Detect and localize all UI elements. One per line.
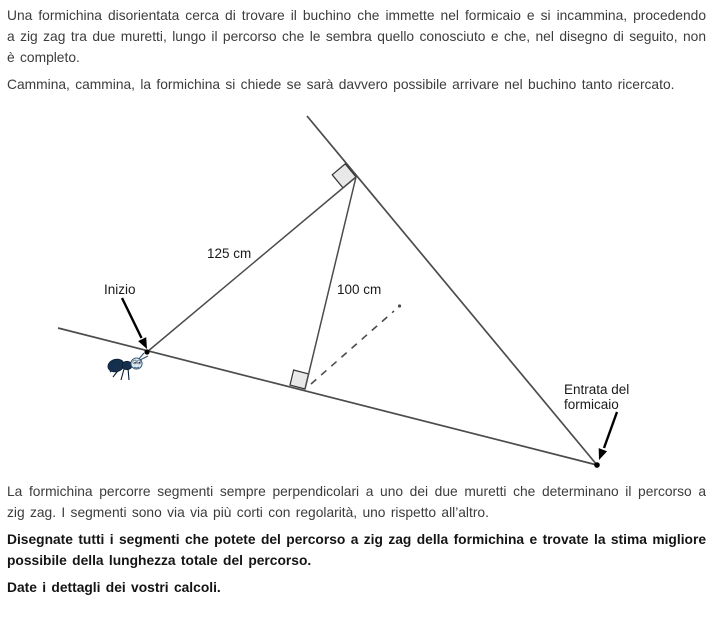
segment-125cm-label: 125 cm [207, 246, 252, 261]
body-paragraph: La formichina percorre segmenti sempre perpendicolari a uno dei due muretti che determinano il percorso a zig zag. I segmenti sono via via più corti con regolarità, uno rispetto all’altro. [7, 484, 706, 520]
start-point-dot [144, 349, 149, 354]
task-paragraph-1: Disegnate tutti i segmenti che potete del percorso a zig zag della formichina e trovate la stima migliore possibile della lunghezza totale del percorso. [7, 532, 706, 568]
intro-paragraph-1: Una formichina disorientata cerca di trovare il buchino che immette nel formicaio e si incammina, procedendo a zig zag tra due muretti, lungo il percorso che le sembra quello conosciuto e che, nel disegno di seguito, non è completo. [7, 8, 706, 65]
lower-wall-line [58, 328, 597, 465]
entrance-point-dot [594, 462, 600, 468]
task-paragraph-2: Date i dettagli dei vostri calcoli. [7, 580, 221, 595]
intro-paragraph-2: Cammina, cammina, la formichina si chiede se sarà davvero possibile arrivare nel buchino tanto ricercato. [7, 77, 675, 92]
dashed-next-segment-line [311, 311, 394, 384]
segment-100cm-label: 100 cm [337, 282, 382, 297]
segment-125cm-line [147, 177, 356, 352]
entrance-label-line2: formicaio [564, 397, 619, 412]
start-label: Inizio [104, 282, 136, 297]
dashed-segment-end-dot [398, 304, 401, 307]
entrance-arrow [599, 412, 617, 460]
right-angle-marker-top [332, 164, 356, 188]
ant-icon [106, 353, 148, 380]
problem-task-text [7, 481, 706, 604]
start-arrow [122, 298, 147, 349]
entrance-label-line1: Entrata del [564, 382, 630, 397]
